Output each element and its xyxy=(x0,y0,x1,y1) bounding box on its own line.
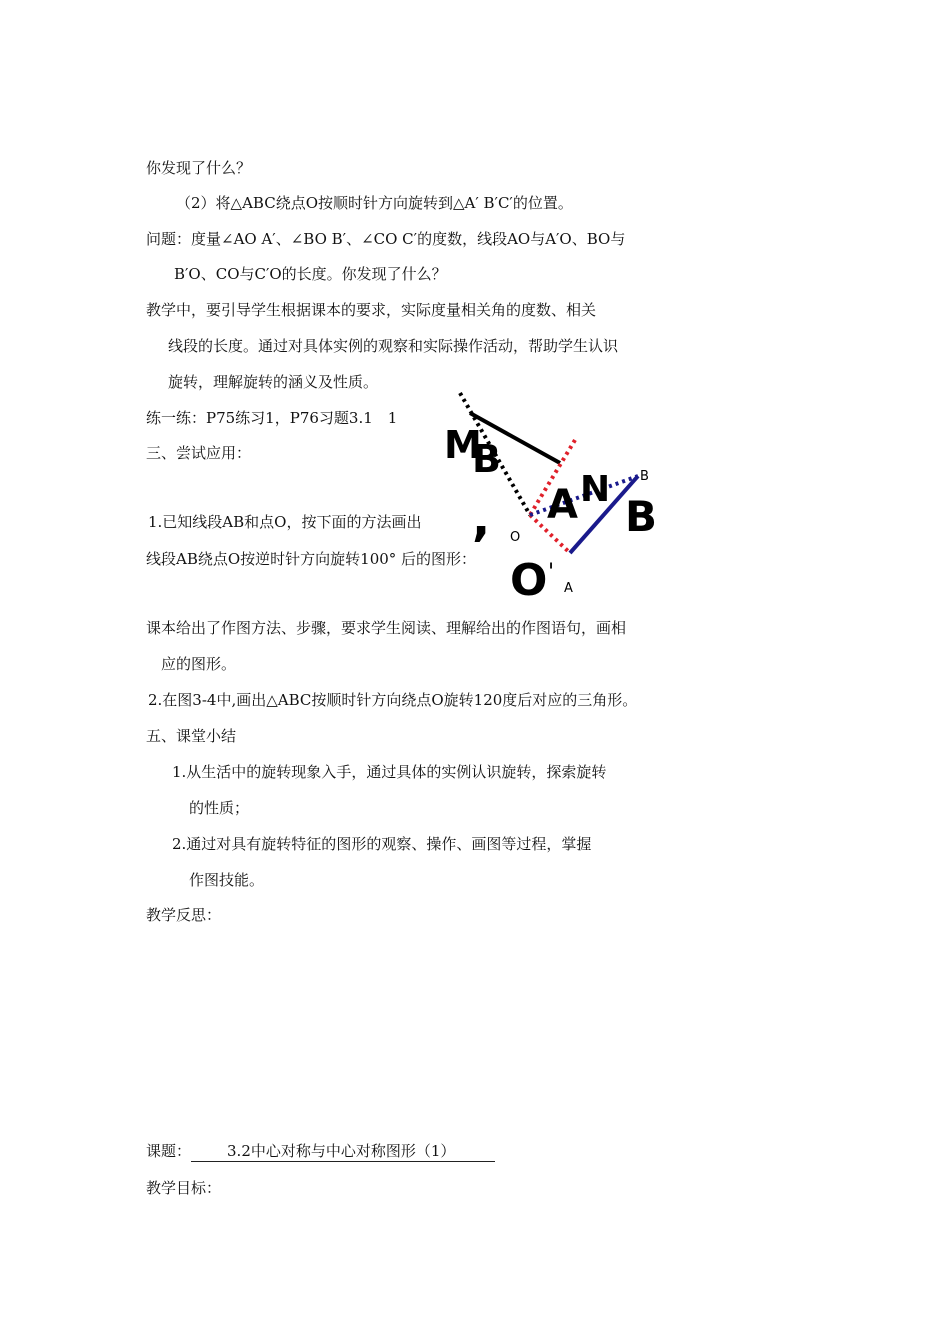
text-line-18: 2.通过对具有旋转特征的图形的观察、操作、画图等过程，掌握 xyxy=(172,835,592,853)
text-line-11: 线段AB绕点O按逆时针方向旋转100° 后的图形： xyxy=(146,550,477,568)
label-big-m: M xyxy=(444,423,482,467)
label-big-o: O xyxy=(510,555,548,600)
label-small-o: O xyxy=(510,530,521,545)
text-line-6: 线段的长度。通过对具体实例的观察和实际操作活动，帮助学生认识 xyxy=(168,337,619,355)
course-title xyxy=(146,1141,495,1162)
text-line-14: 2.在图3-4中,画出△ABC按顺时针方向绕点O旋转120度后对应的三角形。 xyxy=(148,691,638,709)
text-line-17: 的性质； xyxy=(189,799,250,817)
label-big-a: A xyxy=(547,482,578,528)
rotation-figure xyxy=(420,385,680,600)
section-heading-3: 三、尝试应用： xyxy=(146,444,252,462)
label-small-a: A xyxy=(564,581,573,596)
text-line-8: 练一练：P75练习1，P76习题3.1 1 xyxy=(146,409,398,427)
text-line-2: （2）将△ABC绕点O按顺时针方向旋转到△A′ B′C′的位置。 xyxy=(176,194,573,212)
label-big-n: N xyxy=(580,469,611,510)
label-big-b-left: B xyxy=(472,437,501,481)
text-line-3: 问题：度量∠AO A′、∠BO B′、∠CO C′的度数，线段AO与A′O、BO与 xyxy=(146,230,626,248)
text-line-4: B′O、CO与C′O的长度。你发现了什么？ xyxy=(174,265,447,283)
course-label: 课题： xyxy=(146,1142,192,1160)
text-line-19: 作图技能。 xyxy=(189,871,265,889)
label-comma: , xyxy=(472,491,491,547)
objectives-label: 教学目标： xyxy=(146,1179,222,1197)
text-line-13: 应的图形。 xyxy=(161,655,237,673)
text-line-12: 课本给出了作图方法、步骤，要求学生阅读、理解给出的作图语句，画相 xyxy=(146,619,627,637)
reflection-label: 教学反思： xyxy=(146,906,222,924)
label-big-o-mark: ' xyxy=(548,560,555,585)
text-line-5: 教学中，要引导学生根据课本的要求，实际度量相关角的度数、相关 xyxy=(146,301,597,319)
text-line-10: 1.已知线段AB和点O，按下面的方法画出 xyxy=(148,513,422,531)
text-line-1: 你发现了什么？ xyxy=(146,159,252,177)
label-big-b-right: B xyxy=(625,492,658,541)
label-small-b: B xyxy=(640,469,649,484)
text-line-16: 1.从生活中的旋转现象入手，通过具体的实例认识旋转，探索旋转 xyxy=(172,763,607,781)
course-value: 3.2中心对称与中心对称图形（1） xyxy=(191,1141,495,1162)
section-heading-5: 五、课堂小结 xyxy=(146,727,237,745)
text-line-7: 旋转，理解旋转的涵义及性质。 xyxy=(168,373,379,391)
